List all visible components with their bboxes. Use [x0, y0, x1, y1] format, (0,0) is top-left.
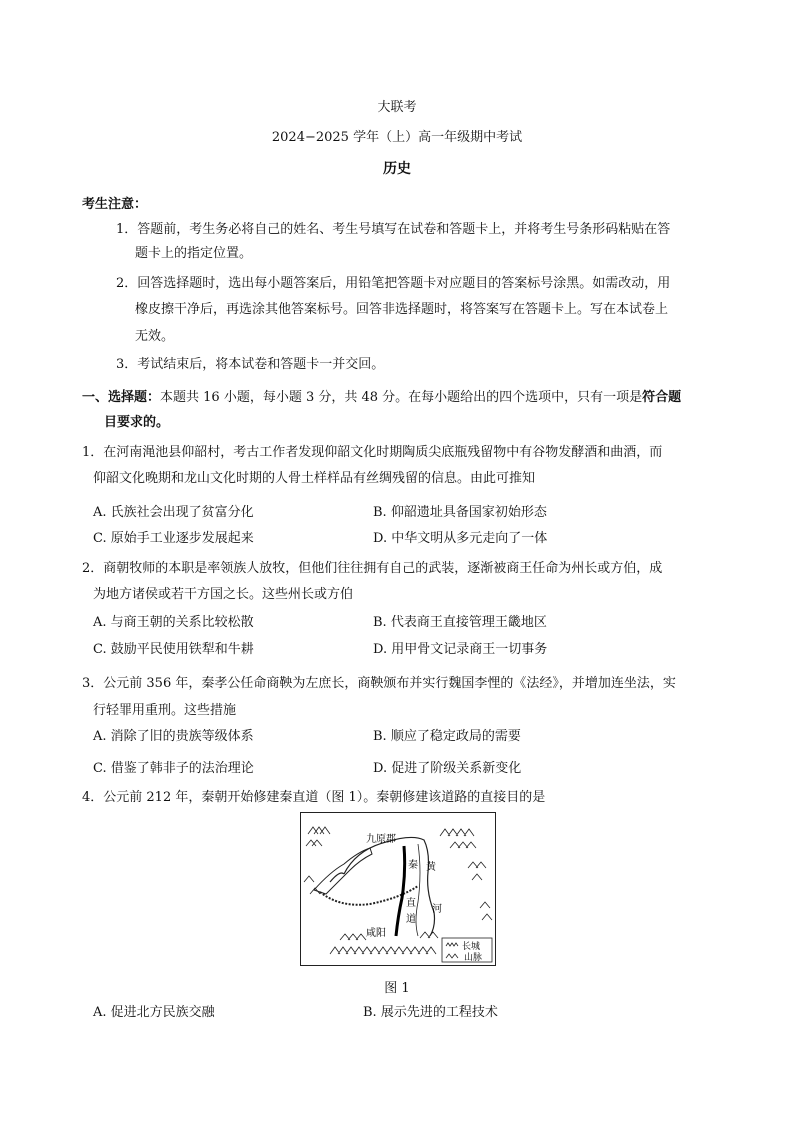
label-zhi: 直 — [406, 898, 416, 909]
label-dao: 道 — [406, 914, 416, 925]
q1-option-c: C. 原始手工业逐步发展起来 — [93, 531, 254, 546]
question-stem: 公元前 356 年，秦孝公任命商鞅为左庶长，商鞅颁布并实行魏国李悝的《法经》，并增加连坐法，实 — [103, 676, 676, 691]
question-2-cont: 为地方诸侯或若干方国之长。这些州长或方伯 — [93, 587, 354, 602]
question-4 — [82, 789, 545, 807]
notice-item-1-cont: 题卡上的指定位置。 — [135, 246, 253, 261]
notice-item-2 — [116, 275, 670, 293]
section-heading — [82, 389, 681, 407]
notice-item-text: 考试结束后，将本试卷和答题卡一并交回。 — [137, 357, 385, 372]
legend-mountain-label: 山脉 — [464, 953, 483, 963]
subject-title: 历史 — [383, 161, 411, 177]
section-desc-bold: 符合题 — [642, 390, 682, 405]
question-number: 4． — [82, 790, 104, 805]
question-1 — [82, 444, 662, 462]
q1-option-b: B. 仰韶遗址具备国家初始形态 — [373, 505, 547, 520]
label-jiuyuan: 九原郡 — [366, 834, 396, 845]
q2-option-b: B. 代表商王直接管理王畿地区 — [373, 615, 547, 630]
question-number: 2． — [82, 561, 104, 576]
label-xianyang: 咸阳 — [366, 928, 386, 939]
notice-item-1 — [116, 221, 670, 239]
question-stem: 在河南渑池县仰韶村，考古工作者发现仰韶文化时期陶质尖底瓶残留物中有谷物发酵酒和曲酒，而 — [103, 445, 663, 460]
q3-option-a: A. 消除了旧的贵族等级体系 — [93, 729, 254, 744]
qin-road-map — [300, 812, 496, 966]
q3-option-d: D. 促进了阶级关系新变化 — [373, 761, 522, 776]
question-2 — [82, 560, 662, 578]
notice-item-text: 答题前，考生务必将自己的姓名、考生号填写在试卷和答题卡上，并将考生号条形码粘贴在答 — [137, 222, 671, 237]
notice-item-number: 1． — [116, 222, 138, 237]
figure-caption: 图 1 — [384, 981, 410, 996]
question-1-cont: 仰韶文化晚期和龙山文化时期的人骨土样样品有丝绸残留的信息。由此可推知 — [93, 471, 536, 486]
notice-item-2-cont2: 无效。 — [135, 329, 175, 344]
label-qin: 秦 — [408, 860, 418, 871]
notice-item-number: 2． — [116, 276, 138, 291]
section-desc: 本题共 16 小题，每小题 3 分，共 48 分。在每小题给出的四个选项中，只有一项是 — [160, 390, 643, 405]
q2-option-c: C. 鼓励平民使用铁犁和牛耕 — [93, 642, 254, 657]
q4-option-a: A. 促进北方民族交融 — [93, 1005, 215, 1020]
q4-option-b: B. 展示先进的工程技术 — [363, 1005, 498, 1020]
question-3-cont: 行轻罪用重刑。这些措施 — [93, 703, 237, 718]
q3-option-c: C. 借鉴了韩非子的法治理论 — [93, 761, 254, 776]
section-heading-cont: 目要求的。 — [104, 415, 170, 430]
section-title: 一、选择题： — [82, 390, 161, 405]
question-number: 1． — [82, 445, 104, 460]
label-he: 河 — [432, 904, 442, 915]
q1-option-d: D. 中华文明从多元走向了一体 — [373, 531, 548, 546]
question-3 — [82, 675, 676, 693]
question-stem: 公元前 212 年，秦朝开始修建秦直道（图 1）。秦朝修建该道路的直接目的是 — [103, 790, 546, 805]
q2-option-d: D. 用甲骨文记录商王一切事务 — [373, 642, 548, 657]
notice-item-number: 3． — [116, 357, 138, 372]
legend-wall-label: 长城 — [462, 942, 481, 952]
q3-option-b: B. 顺应了稳定政局的需要 — [373, 729, 521, 744]
question-number: 3． — [82, 676, 104, 691]
q1-option-a: A. 氏族社会出现了贫富分化 — [93, 505, 254, 520]
question-stem: 商朝牧师的本职是率领族人放牧，但他们往往拥有自己的武装，逐渐被商王任命为州长或方伯，成 — [103, 561, 663, 576]
notice-item-2-cont: 橡皮擦干净后，再选涂其他答案标号。回答非选择题时，将答案写在答题卡上。写在本试卷上 — [135, 302, 669, 317]
exam-title: 2024−2025 学年（上）高一年级期中考试 — [271, 130, 523, 145]
notice-item-3 — [116, 356, 384, 374]
label-huang: 黄 — [426, 862, 436, 873]
notice-title: 考生注意： — [82, 197, 148, 212]
q2-option-a: A. 与商王朝的关系比较松散 — [93, 615, 254, 630]
exam-org: 大联考 — [377, 100, 417, 115]
notice-item-text: 回答选择题时，选出每小题答案后，用铅笔把答题卡对应题目的答案标号涂黑。如需改动，用 — [137, 276, 671, 291]
